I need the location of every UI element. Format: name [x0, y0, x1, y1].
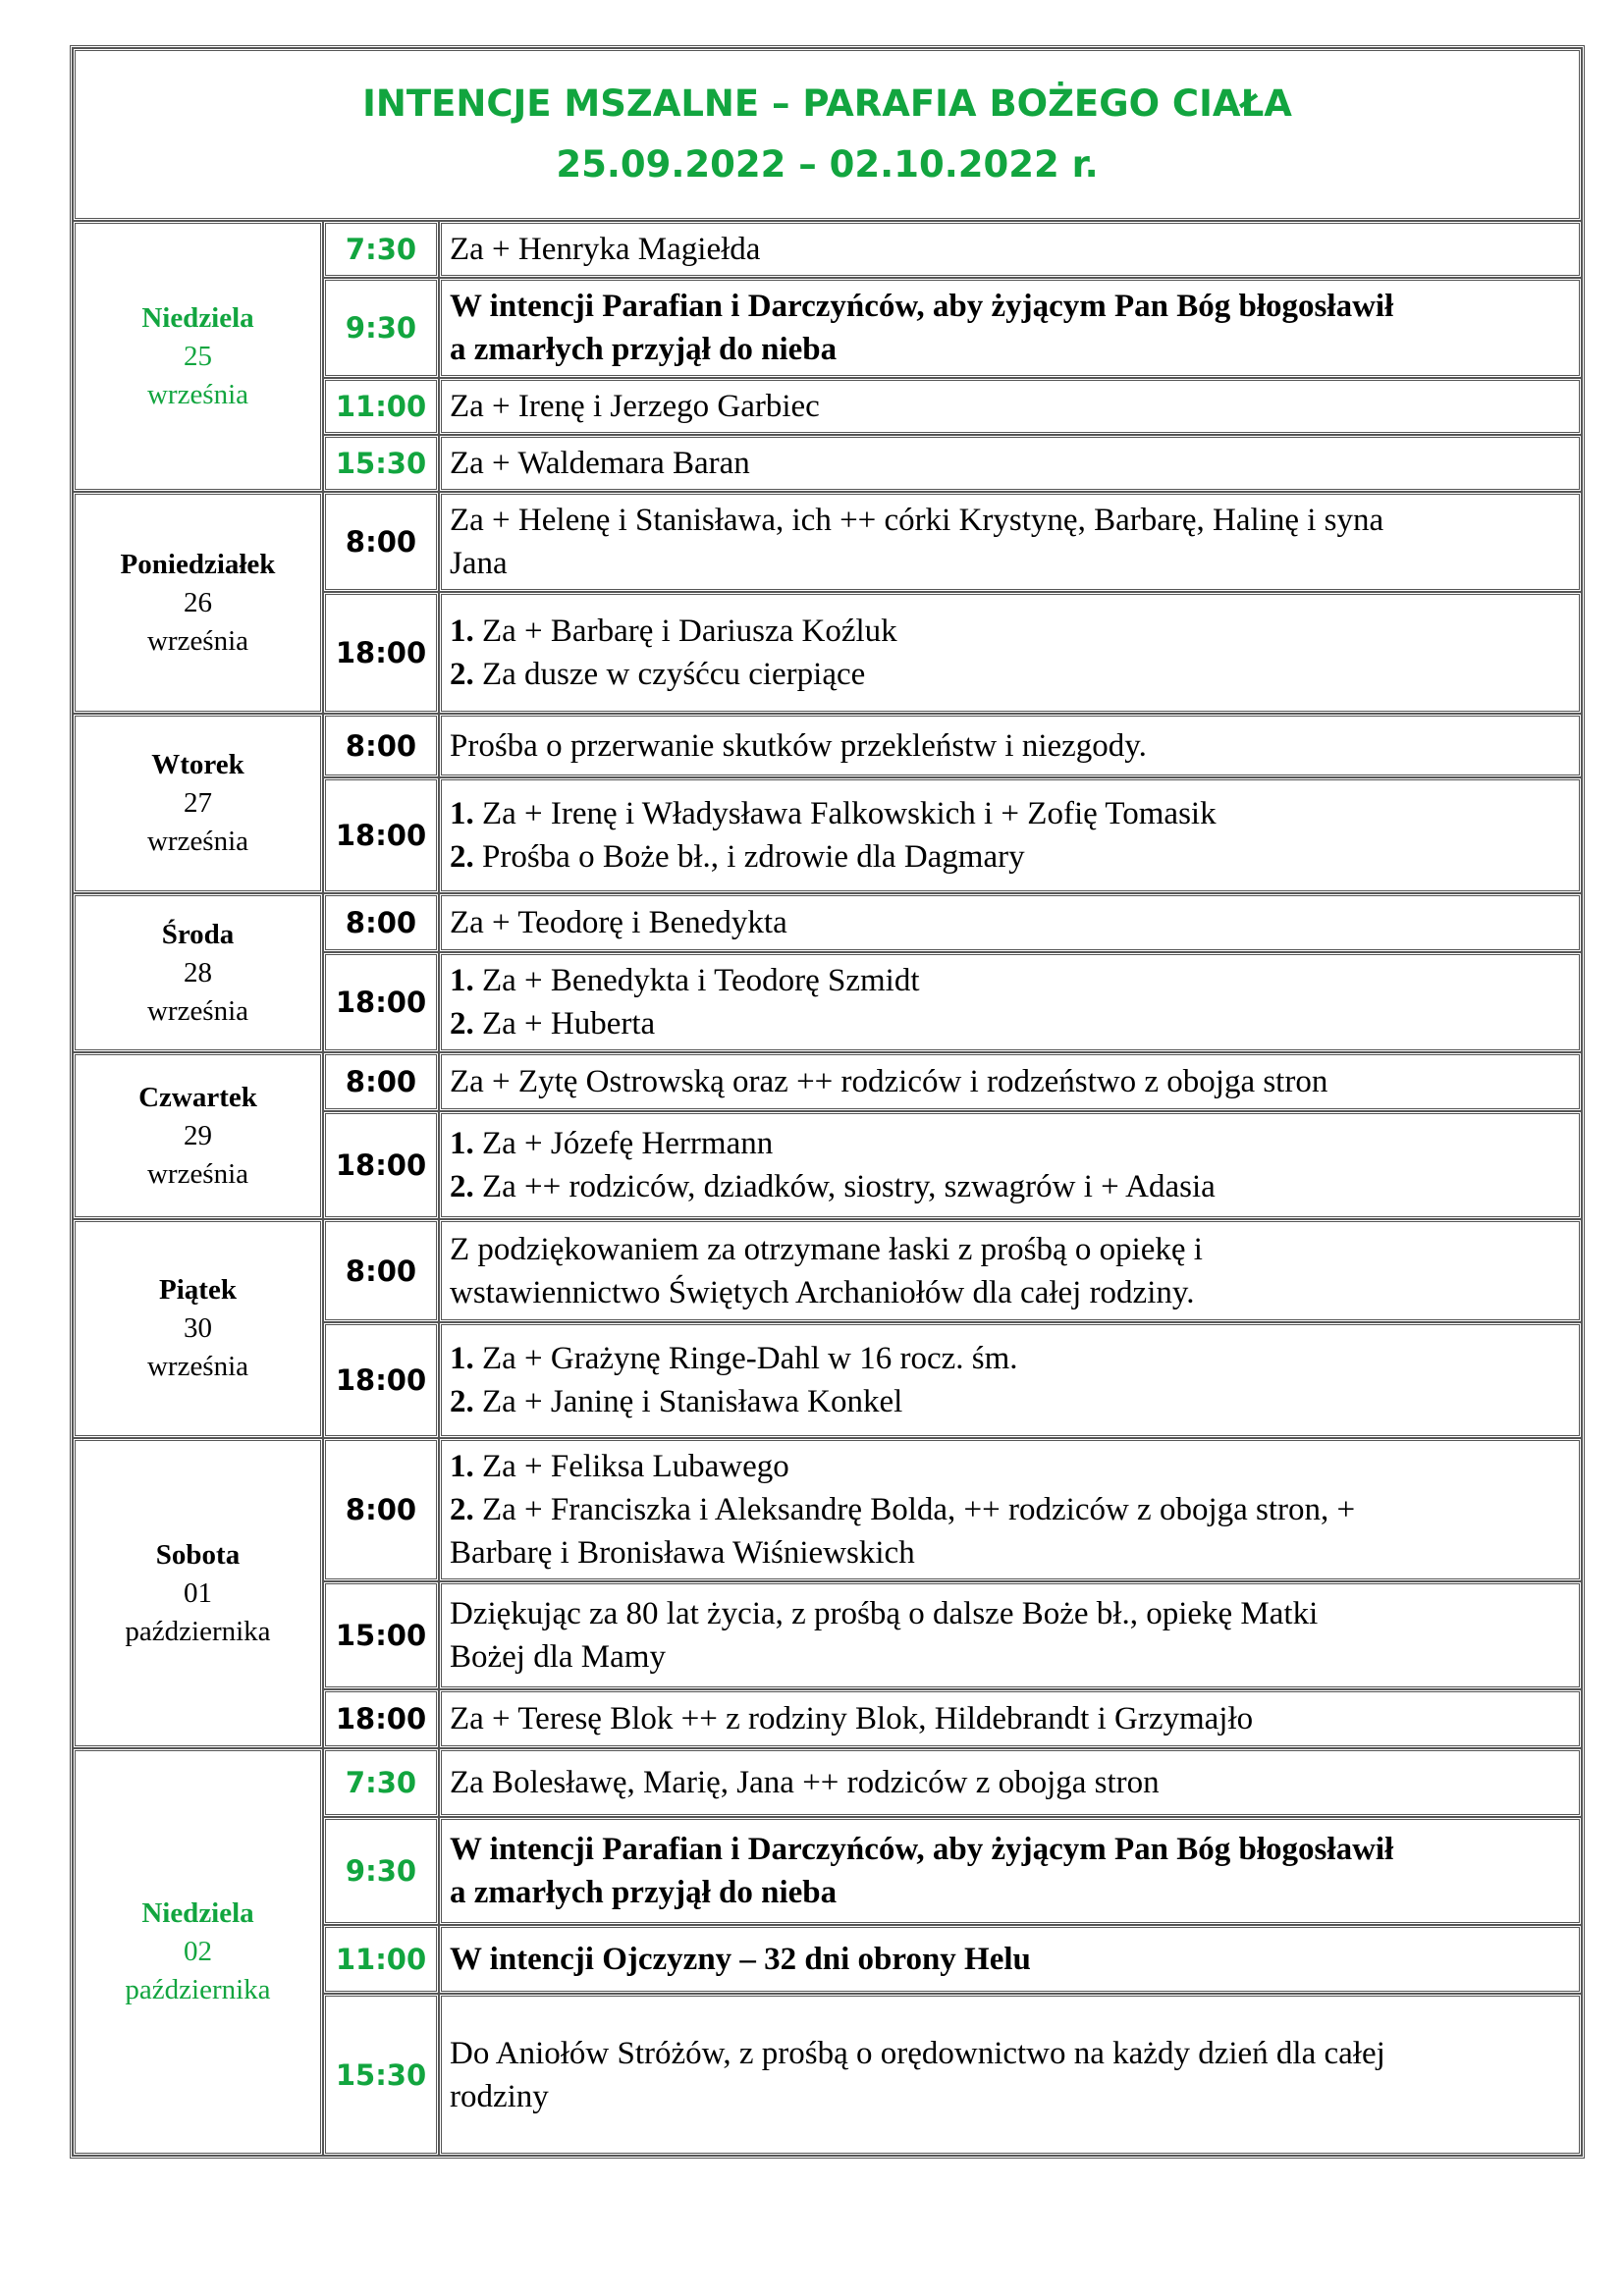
mass-time: 8:00	[323, 1438, 439, 1581]
mass-time: 11:00	[323, 1925, 439, 1994]
mass-time: 8:00	[323, 893, 439, 952]
intention-line: wstawiennictwo Świętych Archaniołów dla całej rodziny.	[450, 1274, 1195, 1310]
day-number: 29	[184, 1119, 212, 1151]
intention-text: Prośba o Boże bł., i zdrowie dla Dagmary	[473, 839, 1025, 875]
page-title: INTENCJE MSZALNE – PARAFIA BOŻEGO CIAŁA	[362, 82, 1292, 125]
intention-text: Za ++ rodziców, dziadków, siostry, szwagrów i + Adasia	[473, 1169, 1216, 1204]
intention-item	[450, 959, 1571, 1002]
intentions-sheet	[70, 45, 1585, 2159]
mass-row	[73, 1052, 1582, 1111]
intention-text: Za dusze w czyśćcu cierpiące	[473, 657, 866, 692]
day-number: 01	[184, 1576, 212, 1609]
day-name: Sobota	[155, 1538, 241, 1571]
mass-intention	[439, 1925, 1582, 1994]
intention-line: Jana	[450, 546, 508, 581]
intention-item	[450, 1002, 1571, 1045]
mass-row	[73, 221, 1582, 278]
intention-item	[450, 792, 1571, 835]
day-number: 27	[184, 787, 212, 819]
intention-line: a zmarłych przyjął do nieba	[450, 1875, 838, 1910]
title-row	[73, 48, 1582, 221]
intention-line: Za + Irenę i Jerzego Garbiec	[450, 389, 820, 424]
intention-number: 1.	[450, 1341, 474, 1376]
intention-number: 2.	[450, 839, 474, 875]
mass-intention	[439, 435, 1582, 492]
intention-line: Za Bolesławę, Marię, Jana ++ rodziców z obojga stron	[450, 1765, 1160, 1800]
intention-number: 2.	[450, 1006, 474, 1041]
title-cell	[73, 48, 1582, 221]
mass-intention	[439, 378, 1582, 435]
intention-item	[450, 1488, 1571, 1531]
mass-time: 18:00	[323, 1689, 439, 1748]
mass-intention	[439, 278, 1582, 378]
mass-intention	[439, 1052, 1582, 1111]
intention-text: Barbarę i Bronisława Wiśniewskich	[450, 1535, 915, 1571]
intention-item	[450, 1531, 1571, 1575]
intention-text: Za + Józefę Herrmann	[473, 1126, 774, 1161]
intention-number: 1.	[450, 963, 474, 998]
mass-intention	[439, 893, 1582, 952]
intention-line: W intencji Ojczyzny – 32 dni obrony Helu	[450, 1942, 1031, 1977]
mass-intention	[439, 714, 1582, 777]
mass-intention	[439, 1581, 1582, 1689]
day-cell	[73, 714, 323, 893]
mass-time: 11:00	[323, 378, 439, 435]
day-month: września	[146, 624, 249, 657]
day-cell	[73, 1748, 323, 2156]
mass-time: 8:00	[323, 1052, 439, 1111]
mass-time: 15:00	[323, 1581, 439, 1689]
intention-number: 1.	[450, 1126, 474, 1161]
intention-number: 2.	[450, 1169, 474, 1204]
intention-item	[450, 1165, 1571, 1208]
mass-time: 8:00	[323, 492, 439, 592]
intentions-table	[70, 45, 1585, 2159]
intention-line: Za + Helenę i Stanisława, ich ++ córki Krystynę, Barbarę, Halinę i syna	[450, 503, 1384, 538]
intention-number: 1.	[450, 796, 474, 831]
day-month: października	[125, 1974, 271, 2005]
mass-intention	[439, 221, 1582, 278]
day-month: września	[146, 1351, 249, 1382]
mass-time: 7:30	[323, 221, 439, 278]
mass-intention	[439, 492, 1582, 592]
intention-line: Do Aniołów Stróżów, z prośbą o orędownictwo na każdy dzień dla całej	[450, 2035, 1385, 2071]
intention-line: Za + Waldemara Baran	[450, 446, 750, 481]
day-cell	[73, 1438, 323, 1748]
mass-time: 8:00	[323, 1219, 439, 1322]
day-name: Środa	[161, 918, 235, 950]
mass-time: 18:00	[323, 1111, 439, 1219]
mass-intention	[439, 1748, 1582, 1817]
day-number: 30	[184, 1312, 212, 1344]
day-number: 28	[184, 956, 212, 988]
intention-line: W intencji Parafian i Darczyńców, aby żyjącym Pan Bóg błogosławił	[450, 289, 1394, 324]
intention-line: Za + Teodorę i Benedykta	[450, 905, 787, 940]
mass-row	[73, 893, 1582, 952]
mass-row	[73, 1219, 1582, 1322]
mass-intention	[439, 777, 1582, 893]
mass-time: 9:30	[323, 278, 439, 378]
intention-number: 2.	[450, 1384, 474, 1419]
intention-item	[450, 610, 1571, 653]
intention-line: rodziny	[450, 2078, 549, 2114]
intention-item	[450, 1380, 1571, 1423]
mass-intention	[439, 1817, 1582, 1925]
day-month: września	[146, 826, 249, 857]
intention-text: Za + Irenę i Władysława Falkowskich i + Zofię Tomasik	[473, 796, 1217, 831]
day-name: Niedziela	[141, 301, 254, 334]
mass-intention	[439, 1994, 1582, 2156]
intention-line: Z podziękowaniem za otrzymane łaski z prośbą o opiekę i	[450, 1231, 1203, 1267]
day-name: Czwartek	[138, 1081, 257, 1113]
intention-line: W intencji Parafian i Darczyńców, aby żyjącym Pan Bóg błogosławił	[450, 1832, 1394, 1867]
intention-number: 1.	[450, 1449, 474, 1484]
intention-item	[450, 1337, 1571, 1380]
day-cell	[73, 1052, 323, 1219]
mass-time: 15:30	[323, 435, 439, 492]
intention-number: 2.	[450, 1492, 474, 1527]
intention-text: Za + Barbarę i Dariusza Koźluk	[473, 614, 897, 649]
day-cell	[73, 492, 323, 714]
mass-intention	[439, 1111, 1582, 1219]
day-month: września	[146, 1157, 249, 1190]
day-cell	[73, 221, 323, 492]
mass-row	[73, 492, 1582, 592]
date-range: 25.09.2022 – 02.10.2022 r.	[556, 143, 1099, 186]
mass-row	[73, 714, 1582, 777]
intention-item	[450, 835, 1571, 879]
day-month: października	[125, 1615, 271, 1647]
mass-intention	[439, 592, 1582, 714]
mass-time: 8:00	[323, 714, 439, 777]
day-number: 25	[184, 340, 212, 372]
intention-line: Dziękując za 80 lat życia, z prośbą o dalsze Boże bł., opiekę Matki	[450, 1596, 1319, 1631]
mass-time: 18:00	[323, 777, 439, 893]
intention-text: Za + Franciszka i Aleksandrę Bolda, ++ rodziców z obojga stron, +	[473, 1492, 1356, 1527]
intention-number: 1.	[450, 614, 474, 649]
day-number: 26	[184, 586, 212, 618]
mass-intention	[439, 1438, 1582, 1581]
day-cell	[73, 1219, 323, 1438]
mass-time: 18:00	[323, 1322, 439, 1438]
day-month: września	[146, 994, 249, 1027]
intention-line: Za + Teresę Blok ++ z rodziny Blok, Hildebrandt i Grzymajło	[450, 1701, 1254, 1736]
mass-intention	[439, 952, 1582, 1052]
day-name: Niedziela	[141, 1897, 254, 1929]
intention-number: 2.	[450, 657, 474, 692]
intention-line: Bożej dla Mamy	[450, 1639, 666, 1675]
intention-line: Za + Henryka Magiełda	[450, 232, 761, 267]
day-name: Poniedziałek	[120, 548, 276, 580]
intention-item	[450, 653, 1571, 696]
intention-text: Za + Benedykta i Teodorę Szmidt	[473, 963, 920, 998]
mass-intention	[439, 1219, 1582, 1322]
intention-text: Za + Grażynę Ringe-Dahl w 16 rocz. śm.	[473, 1341, 1018, 1376]
intention-line: Za + Zytę Ostrowską oraz ++ rodziców i rodzeństwo z obojga stron	[450, 1064, 1328, 1099]
intention-text: Za + Janinę i Stanisława Konkel	[473, 1384, 903, 1419]
mass-time: 18:00	[323, 592, 439, 714]
mass-time: 18:00	[323, 952, 439, 1052]
day-name: Piątek	[159, 1274, 237, 1306]
mass-row	[73, 1748, 1582, 1817]
mass-intention	[439, 1689, 1582, 1748]
intention-text: Za + Feliksa Lubawego	[473, 1449, 789, 1484]
day-name: Wtorek	[151, 749, 244, 780]
day-month: września	[146, 378, 249, 410]
day-cell	[73, 893, 323, 1052]
mass-time: 9:30	[323, 1817, 439, 1925]
mass-row	[73, 1438, 1582, 1581]
intention-line: a zmarłych przyjął do nieba	[450, 332, 838, 367]
intention-item	[450, 1122, 1571, 1165]
mass-time: 15:30	[323, 1994, 439, 2156]
mass-intention	[439, 1322, 1582, 1438]
mass-time: 7:30	[323, 1748, 439, 1817]
intention-text: Za + Huberta	[473, 1006, 656, 1041]
intention-item	[450, 1445, 1571, 1488]
day-number: 02	[184, 1936, 212, 1967]
intention-line: Prośba o przerwanie skutków przekleństw i niezgody.	[450, 727, 1147, 764]
